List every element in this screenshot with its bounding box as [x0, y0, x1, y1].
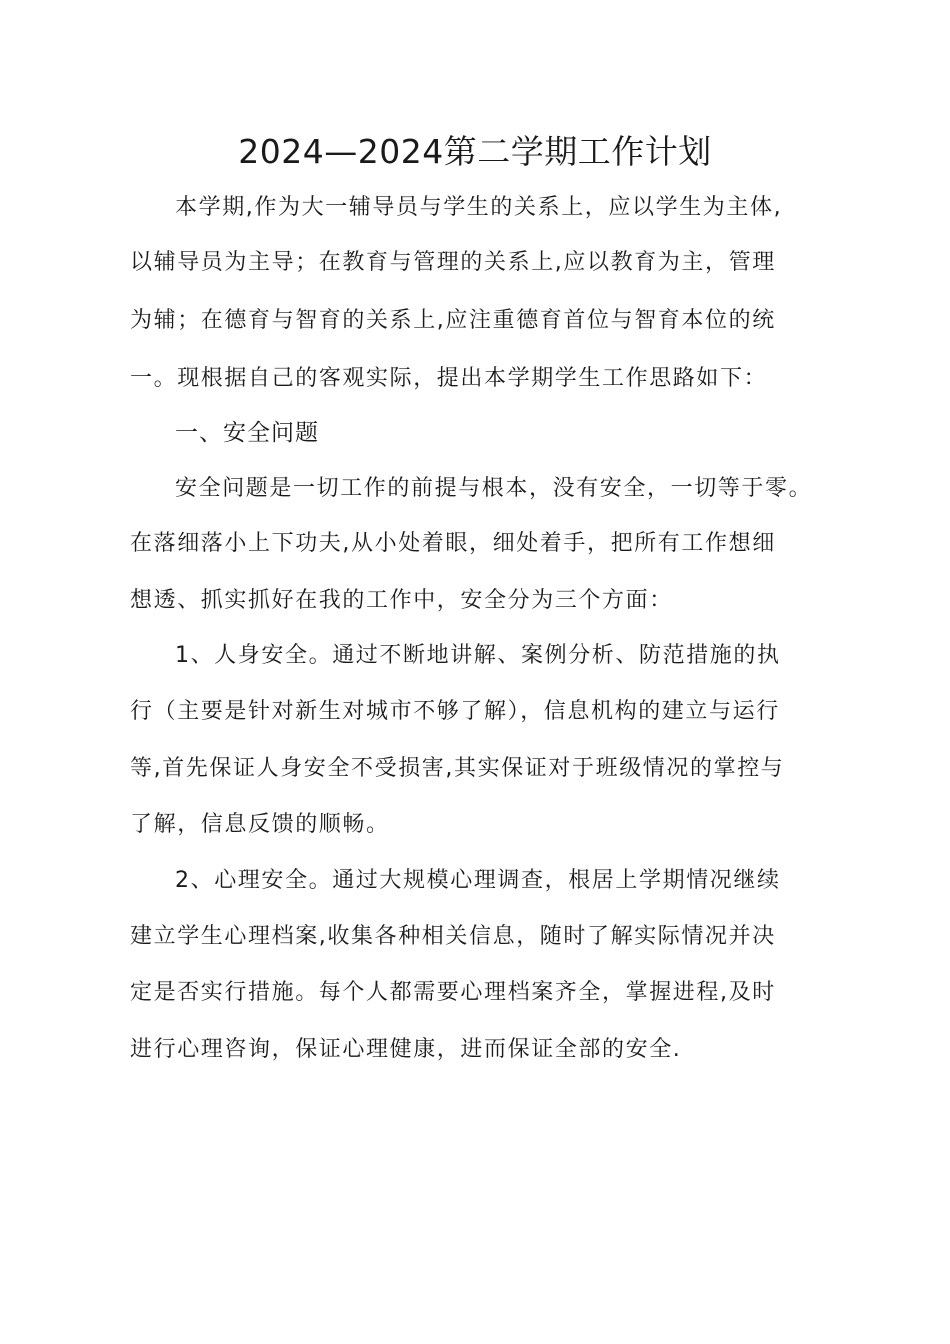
paragraph-line: 一。现根据自己的客观实际，提出本学期学生工作思路如下：: [130, 366, 768, 391]
paragraph-line: 进行心理咨询，保证心理健康，进而保证全部的安全.: [130, 1037, 682, 1062]
paragraph-line: 本学期,作为大一辅导员与学生的关系上，应以学生为主体,: [175, 195, 783, 220]
section-heading: 一、安全问题: [175, 420, 319, 446]
paragraph-line: 安全问题是一切工作的前提与根本，没有安全，一切等于零。: [175, 476, 813, 501]
paragraph-line: 为辅；在德育与智育的关系上,应注重德育首位与智育本位的统: [130, 308, 776, 333]
paragraph-line: 建立学生心理档案,收集各种相关信息，随时了解实际情况并决: [130, 924, 776, 949]
paragraph-line: 了解，信息反馈的顺畅。: [130, 812, 390, 837]
paragraph-line: 1、人身安全。通过不断地讲解、案例分析、防范措施的执: [175, 643, 781, 668]
paragraph-line: 在落细落小上下功夫,从小处着眼，细处着手，把所有工作想细: [130, 531, 776, 556]
paragraph-line: 等,首先保证人身安全不受损害,其实保证对于班级情况的掌控与: [130, 756, 785, 781]
document-title: 2024—2024第二学期工作计划: [238, 132, 712, 171]
paragraph-line: 定是否实行措施。每个人都需要心理档案齐全，掌握进程,及时: [130, 980, 776, 1005]
paragraph-line: 行（主要是针对新生对城市不够了解），信息机构的建立与运行: [130, 699, 780, 724]
paragraph-line: 想透、抓实抓好在我的工作中，安全分为三个方面：: [130, 588, 673, 613]
paragraph-line: 2、心理安全。通过大规模心理调查，根居上学期情况继续: [175, 868, 781, 893]
paragraph-line: 以辅导员为主导；在教育与管理的关系上,应以教育为主，管理: [130, 250, 776, 275]
